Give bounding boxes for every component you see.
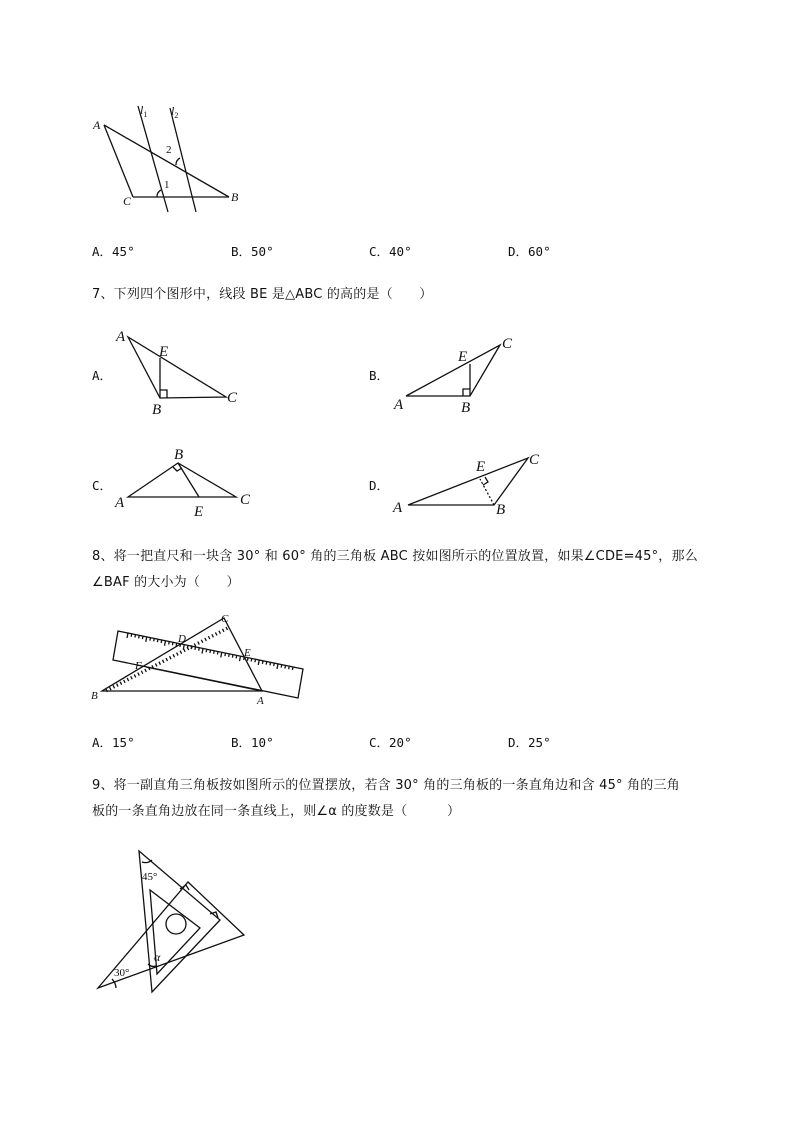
q8-ruler-tick	[289, 666, 290, 669]
q8-ruler-tick	[226, 627, 228, 630]
q8-ruler-tick	[146, 637, 147, 642]
q8-ruler-tick	[134, 674, 136, 677]
q8-ruler-tick	[255, 659, 256, 662]
q8-ruler-tick	[281, 665, 282, 668]
q8-ruler-tick	[240, 656, 241, 661]
q8-ruler-tick	[285, 665, 286, 668]
q6-label-b: B	[231, 190, 239, 204]
q6-segment-ac	[104, 125, 133, 197]
q8-ruler-tick	[217, 652, 218, 655]
q7b-label-a: A	[394, 397, 404, 413]
q8-ruler-tick	[162, 660, 164, 663]
q8-label-c: C	[221, 613, 229, 625]
q8-ruler-tick	[214, 651, 215, 654]
q7d-label-e: E	[476, 459, 486, 475]
q8-ruler-tick	[198, 642, 200, 645]
q9-hole	[166, 914, 186, 934]
q7a-right-angle-mark	[160, 390, 167, 398]
q8-ruler-tick	[180, 651, 182, 654]
q8-ruler-tick	[205, 638, 207, 641]
q6-label-angle-2: 2	[166, 144, 172, 156]
q8-ruler-tick	[150, 638, 151, 641]
q8-triangle-abc	[102, 618, 262, 691]
q8-ruler-tick	[139, 635, 140, 638]
q7b-label-c: C	[502, 336, 513, 352]
q7-option-b-letter[interactable]: B．	[369, 368, 390, 383]
q7-figure-b[interactable]	[390, 330, 530, 416]
q7a-label-e: E	[159, 344, 169, 360]
q8-option-b[interactable]: B．10°	[231, 735, 274, 750]
q8-ruler-tick	[157, 639, 158, 642]
q8-ruler-tick	[219, 631, 221, 634]
q8-ruler-tick	[201, 640, 203, 643]
q8-ruler-tick	[195, 647, 196, 650]
q8-ruler-tick	[159, 662, 161, 665]
q8-ruler-tick	[154, 638, 155, 641]
q8-ruler-tick	[184, 649, 186, 652]
q8-ruler-tick	[212, 634, 214, 637]
q6-angle-2-arc	[176, 158, 180, 165]
q7a-label-b: B	[152, 402, 162, 417]
q7d-label-c: C	[529, 452, 540, 468]
q8-ruler-tick	[222, 629, 224, 632]
q8-option-d[interactable]: D．25°	[508, 735, 551, 750]
q8-ruler-tick	[274, 663, 275, 666]
q9-stem-line1: 9、将一副直角三角板按如图所示的位置摆放，若含 30° 角的三角板的一条直角边和含 45° 角的三角	[92, 778, 680, 793]
q6-figure	[88, 98, 248, 220]
q8-ruler-tick	[232, 655, 233, 658]
q8-label-a: A	[257, 695, 264, 707]
q8-stem-line2: ∠BAF 的大小为（ ）	[92, 575, 240, 590]
q7d-label-a: A	[393, 500, 403, 516]
q8-ruler-tick	[208, 636, 210, 639]
q8-ruler-tick	[172, 642, 173, 645]
q8-ruler-tick	[170, 656, 172, 659]
q6-label-l2: $l_2$	[171, 104, 179, 120]
q8-ruler-tick	[229, 654, 230, 657]
q8-ruler-tick	[173, 654, 175, 657]
q7c-label-c: C	[240, 492, 251, 508]
q7c-label-e: E	[194, 504, 204, 520]
q9-label-alpha: α	[154, 950, 161, 964]
q8-ruler-tick	[127, 678, 129, 681]
q8-ruler-tick	[202, 648, 203, 653]
q8-ruler-tick	[210, 650, 211, 653]
q8-ruler-tick	[165, 641, 166, 646]
q8-option-a[interactable]: A．15°	[92, 735, 135, 750]
q8-ruler-tick	[258, 660, 259, 665]
q8-ruler-tick	[199, 648, 200, 651]
q7-figure-a[interactable]	[112, 325, 252, 417]
q8-label-d: D	[178, 633, 186, 645]
q6-label-l1: $l_1$	[140, 103, 148, 119]
q8-ruler-tick	[138, 673, 140, 676]
q6-option-a[interactable]: A．45°	[92, 244, 135, 259]
q8-ruler-tick	[161, 640, 162, 643]
q8-ruler-tick	[127, 633, 128, 638]
q8-ruler-tick	[131, 634, 132, 637]
q7d-label-b: B	[496, 502, 506, 518]
q8-option-c[interactable]: C．20°	[369, 735, 412, 750]
q8-ruler-tick	[124, 680, 126, 683]
q7b-right-angle-mark	[463, 389, 470, 396]
q8-ruler-tick	[177, 653, 179, 656]
q6-option-d[interactable]: D．60°	[508, 244, 551, 259]
q7b-label-b: B	[461, 400, 471, 416]
q6-label-c: C	[123, 194, 132, 208]
q7b-label-e: E	[458, 349, 468, 365]
q6-angle-1-arc	[157, 190, 161, 197]
q8-ruler-tick	[206, 649, 207, 652]
q8-ruler-tick	[142, 636, 143, 639]
q8-stem-line1: 8、将一把直尺和一块含 30° 和 60° 角的三角板 ABC 按如图所示的位置放置，如果∠CDE=45°，那么	[92, 549, 698, 564]
q8-ruler-tick	[135, 635, 136, 638]
q7d-right-angle-mark	[483, 477, 488, 485]
q8-ruler-tick	[221, 652, 222, 657]
q8-ruler-tick	[120, 682, 122, 685]
q8-ruler-tick	[292, 667, 293, 670]
q8-segment-af	[146, 667, 262, 691]
q7-option-c-letter[interactable]: C．	[92, 478, 113, 493]
q7d-triangle	[408, 458, 528, 505]
q7-stem: 7、下列四个图形中，线段 BE 是△ABC 的高的是（ ）	[92, 287, 433, 302]
q6-label-angle-1: 1	[164, 179, 170, 191]
q9-stem-line2: 板的一条直角边放在同一条直线上，则∠α 的度数是（ ）	[92, 804, 461, 819]
q9-angle-45-arc	[142, 860, 152, 863]
q8-ruler-tick	[117, 684, 119, 687]
q7a-label-c: C	[227, 390, 238, 406]
q9-label-45: 45°	[142, 871, 158, 883]
q8-ruler-tick	[169, 642, 170, 645]
q9-angle-30-arc	[112, 979, 116, 988]
q7-option-a-letter[interactable]: A．	[92, 368, 113, 383]
q8-ruler-tick	[236, 655, 237, 658]
q7c-label-a: A	[115, 495, 125, 511]
q7c-label-b: B	[174, 447, 184, 463]
q8-ruler-tick	[270, 662, 271, 665]
q6-option-b[interactable]: B．50°	[231, 244, 274, 259]
q8-ruler-tick	[277, 664, 278, 669]
q8-ruler-tick	[145, 669, 147, 672]
q9-label-30: 30°	[114, 967, 130, 979]
q8-ruler-tick	[187, 647, 189, 650]
q8-ruler-tick	[155, 663, 157, 666]
q8-ruler-tick	[262, 661, 263, 664]
q8-ruler-tick	[215, 632, 216, 635]
q7-figure-d[interactable]	[390, 448, 550, 520]
q8-ruler-tick	[266, 662, 267, 665]
q8-ruler-tick	[166, 658, 168, 661]
q7a-triangle	[128, 337, 226, 398]
q8-ruler-tick	[131, 676, 133, 679]
q7-figure-c[interactable]	[112, 445, 262, 523]
q8-ruler-tick	[110, 687, 112, 690]
q6-label-a: A	[93, 118, 101, 132]
q7a-label-a: A	[116, 329, 126, 345]
q8-ruler-tick	[251, 659, 252, 662]
q8-figure	[88, 605, 313, 710]
q7-option-d-letter[interactable]: D．	[369, 478, 390, 493]
q8-ruler-tick	[194, 643, 196, 646]
q6-option-c[interactable]: C．40°	[369, 244, 412, 259]
q8-ruler-tick	[225, 653, 226, 656]
q7b-triangle	[406, 345, 500, 396]
q9-figure	[92, 842, 252, 997]
q8-label-f: F	[135, 660, 142, 672]
q8-label-b: B	[91, 690, 98, 702]
q8-label-e: E	[244, 647, 251, 659]
q8-ruler-tick	[113, 685, 115, 688]
